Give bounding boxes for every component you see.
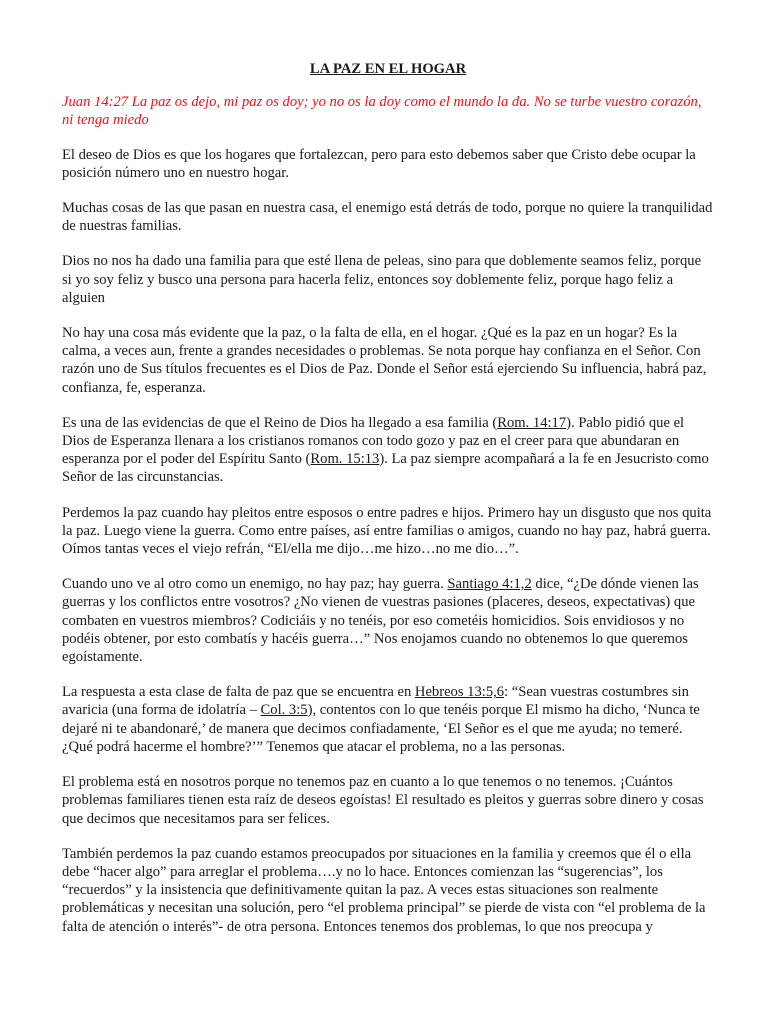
paragraph-1: El deseo de Dios es que los hogares que fortalezcan, pero para esto debemos saber que Cristo debe ocupar la posición número uno en nuestro hogar. bbox=[62, 146, 696, 181]
document-title: LA PAZ EN EL HOGAR bbox=[309, 61, 467, 77]
paragraph-10: También perdemos la paz cuando estamos preocupados por situaciones en la familia y creemos que él o ella debe “hacer algo” para arreglar el problema….y no lo hace. Entonces comienzan las “sugerencias”, los “recuerdos” y la insistencia que definitivamente quitan la paz. A veces estas situaciones son realmente problemáticas y necesitan una solución, pero “el problema principal” se pierde de vista con “el problema de la falta de atención o interés”- de otra persona. Entonces tenemos dos problemas, lo que nos preocupa y bbox=[62, 845, 706, 935]
paragraph-7 bbox=[62, 575, 714, 666]
paragraph-5 bbox=[62, 414, 714, 487]
paragraph-7-text-a: Cuando uno ve al otro como un enemigo, no hay paz; hay guerra. bbox=[62, 576, 448, 593]
bible-verse: Juan 14:27 La paz os dejo, mi paz os doy; yo no os la doy como el mundo la da. No se turbe vuestro corazón, ni tenga miedo bbox=[62, 94, 702, 129]
paragraph-8-text-a: La respuesta a esta clase de falta de paz que se encuentra en bbox=[62, 684, 415, 701]
paragraph-7-text-b: dice, “¿De dónde vienen las guerras y los conflictos entre vosotros? ¿No vienen de vuestras pasiones (placeres, deseos, expectativas) que combaten en vuestros miembros? Codiciáis y no tenéis, por eso cometéis homicidios. Sois envidiosos y no podéis obtener, por esto combatís y hacéis guerra…” Nos enojamos cuando no obtenemos lo que queremos egoístamente. bbox=[62, 576, 699, 666]
document-page bbox=[62, 60, 714, 953]
paragraph-4: No hay una cosa más evidente que la paz, o la falta de ella, en el hogar. ¿Qué es la paz en un hogar? Es la calma, a veces aun, frente a grandes necesidades o problemas. Se nota porque hay confianza en el Señor. Con razón uno de Sus títulos frecuentes es el Dios de Paz. Donde el Señor está ejerciendo Su influencia, habrá paz, confianza, fe, esperanza. bbox=[62, 325, 707, 396]
scripture-link-rom-15-13[interactable]: Rom. 15:13 bbox=[310, 451, 380, 468]
paragraph-8 bbox=[62, 683, 714, 756]
paragraph-6: Perdemos la paz cuando hay pleitos entre esposos o entre padres e hijos. Primero hay un disgusto que nos quita la paz. Luego viene la guerra. Como entre países, así entre familias o amigos, cuando no hay paz, habrá guerra. Oímos tantas veces el viejo refrán, “El/ella me dijo…me hizo…no me dio…”. bbox=[62, 504, 712, 558]
paragraph-3: Dios no nos ha dado una familia para que esté llena de peleas, sino para que doblemente seamos feliz, porque si yo soy feliz y busco una persona para hacerla feliz, entonces soy doblemente feliz, porque hago feliz a alguien bbox=[62, 253, 702, 306]
paragraph-5-text-b: ). Pablo pidió que el Dios de Esperanza llenara a los cristianos romanos con todo gozo y paz en el creer para que abundaran en esperanza por el poder del Espíritu Santo ( bbox=[62, 414, 685, 468]
scripture-link-santiago-4-1-2[interactable]: Santiago 4:1,2 bbox=[447, 576, 532, 593]
paragraph-2: Muchas cosas de las que pasan en nuestra casa, el enemigo está detrás de todo, porque no quiere la tranquilidad de nuestras familias. bbox=[62, 200, 713, 235]
paragraph-5-text-c: ). La paz siempre acompañará a la fe en Jesucristo como Señor de las circunstancias. bbox=[62, 451, 709, 486]
scripture-link-col-3-5[interactable]: Col. 3:5 bbox=[260, 702, 308, 719]
paragraph-9: El problema está en nosotros porque no tenemos paz en cuanto a lo que tenemos o no tenemos. ¡Cuántos problemas familiares tienen esta raíz de deseos egoístas! El resultado es pleitos y guerras sobre dinero y cosas que decimos que necesitamos para ser felices. bbox=[62, 774, 704, 827]
paragraph-5-text-a: Es una de las evidencias de que el Reino de Dios ha llegado a esa familia ( bbox=[62, 414, 498, 431]
paragraph-8-text-c: ), contentos con lo que tenéis porque El mismo ha dicho, ‘Nunca te dejaré ni te abandonaré,’ de manera que decimos confiadamente, ‘El Señor es el que me ayuda; no temeré. ¿Qué podrá hacerme el hombre?’” Tenemos que atacar el problema, no a las personas. bbox=[62, 702, 700, 755]
scripture-link-rom-14-17[interactable]: Rom. 14:17 bbox=[497, 414, 567, 431]
scripture-link-hebreos-13-5-6[interactable]: Hebreos 13:5,6 bbox=[414, 684, 505, 701]
paragraph-8-text-b: : “Sean vuestras costumbres sin avaricia (una forma de idolatría – bbox=[62, 684, 689, 719]
